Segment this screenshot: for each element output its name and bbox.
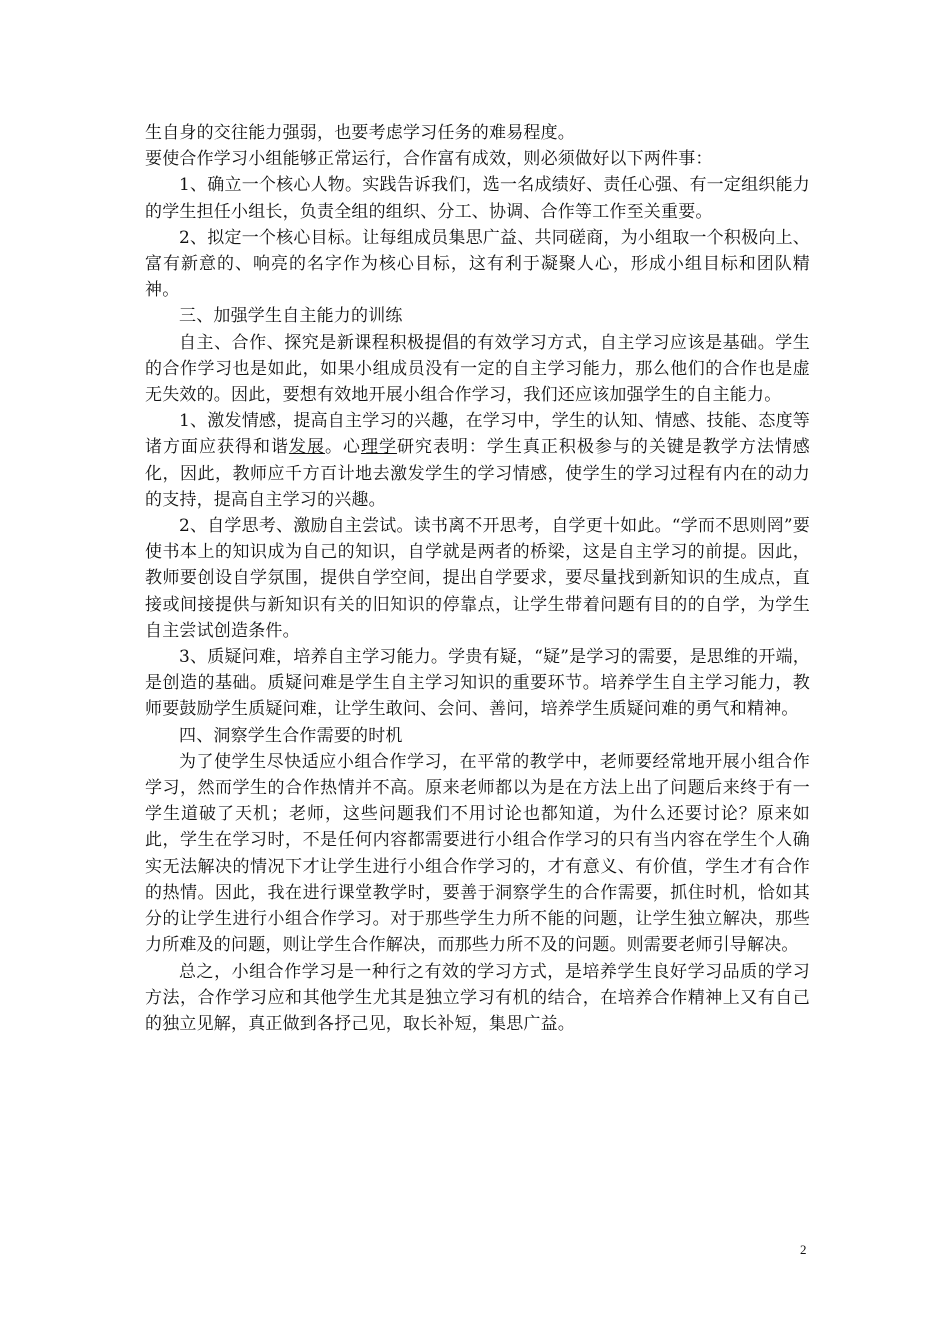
paragraph-stimulate-emotion-part2: 。心	[324, 437, 361, 458]
document-body	[145, 120, 810, 1037]
page-number: 2	[800, 1242, 807, 1257]
paragraph-core-goal: 2、拟定一个核心目标。让每组成员集思广益、共同磋商，为小组取一个积极向上、富有新意的、响亮的名字作为核心目标，这有利于凝聚人心，形成小组目标和团队精神。	[145, 227, 810, 301]
section-heading-timing: 四、洞察学生合作需要的时机	[179, 725, 403, 746]
paragraph-stimulate-emotion	[145, 408, 810, 513]
paragraph-intro-two-tasks: 要使合作学习小组能够正常运行，合作富有成效，则必须做好以下两件事：	[145, 149, 713, 170]
paragraph-stimulate-emotion-part3: 研究表明：学生真正积极参与的关键是教学方法情感化，因此，教师应千方百计地去激发学生的学习情感，使学生的学习过程有内在的动力的支持，提高自主学习的兴趣。	[145, 437, 811, 510]
paragraph-conclusion: 总之，小组合作学习是一种行之有效的学习方式，是培养学生良好学习品质的学习方法，合作学习应和其他学生尤其是独立学习有机的结合，在培养合作精神上又有自己的独立见解，真正做到各抒己见，取长补短，集思广益。	[145, 961, 810, 1034]
paragraph-questioning: 3、质疑问难，培养自主学习能力。学贵有疑，“疑”是学习的需要，是思维的开端，是创造的基础。质疑问难是学生自主学习知识的重要环节。培养学生自主学习能力，教师要鼓励学生质疑问难，让学生敢问、会问、善问，培养学生质疑问难的勇气和精神。	[145, 647, 810, 720]
paragraph-self-study: 2、自学思考、激励自主尝试。读书离不开思考，自学更十如此。“学而不思则罔”要使书本上的知识成为自己的知识，自学就是两者的桥梁，这是自主学习的前提。因此，教师要创设自学氛围，提供自学空间，提出自学要求，要尽量找到新知识的生成点，直接或间接提供与新知识有关的旧知识的停靠点，让学生带着问题有目的的自学，为学生自主尝试创造条件。	[145, 516, 810, 641]
paragraph-timing-body: 为了使学生尽快适应小组合作学习，在平常的教学中，老师要经常地开展小组合作学习，然而学生的合作热情并不高。原来老师都以为是在方法上出了问题后来终于有一学生道破了天机；老师，这些问题我们不用讨论也都知道，为什么还要讨论？原来如此，学生在学习时，不是任何内容都需要进行小组合作学习的只有当内容在学生个人确实无法解决的情况下才让学生进行小组合作学习的，才有意义、有价值，学生才有合作的热情。因此，我在进行课堂教学时，要善于洞察学生的合作需要，抓住时机，恰如其分的让学生进行小组合作学习。对于那些学生力所不能的问题，让学生独立解决，那些力所难及的问题，则让学生合作解决，而那些力所不及的问题。则需要老师引导解决。	[145, 751, 810, 956]
development-link[interactable]: 发展	[288, 437, 325, 458]
psychology-link[interactable]: 理学	[360, 437, 397, 458]
paragraph-continuation: 生自身的交往能力强弱，也要考虑学习任务的难易程度。	[145, 123, 575, 143]
paragraph-autonomy-intro: 自主、合作、探究是新课程积极提倡的有效学习方式，自主学习应该是基础。学生的合作学习也是如此，如果小组成员没有一定的自主学习能力，那么他们的合作也是虚无失效的。因此，要想有效地开展小组合作学习，我们还应该加强学生的自主能力。	[145, 332, 810, 406]
section-heading-autonomy: 三、加强学生自主能力的训练	[179, 306, 403, 327]
paragraph-stimulate-emotion-part1: 1、激发情感，提高自主学习的兴趣，在学习中，学生的认知、情感、技能、态度等诸方面应获得和谐	[145, 411, 810, 458]
paragraph-core-person: 1、确立一个核心人物。实践告诉我们，选一名成绩好、责任心强、有一定组织能力的学生担任小组长，负责全组的组织、分工、协调、合作等工作至关重要。	[145, 175, 810, 222]
